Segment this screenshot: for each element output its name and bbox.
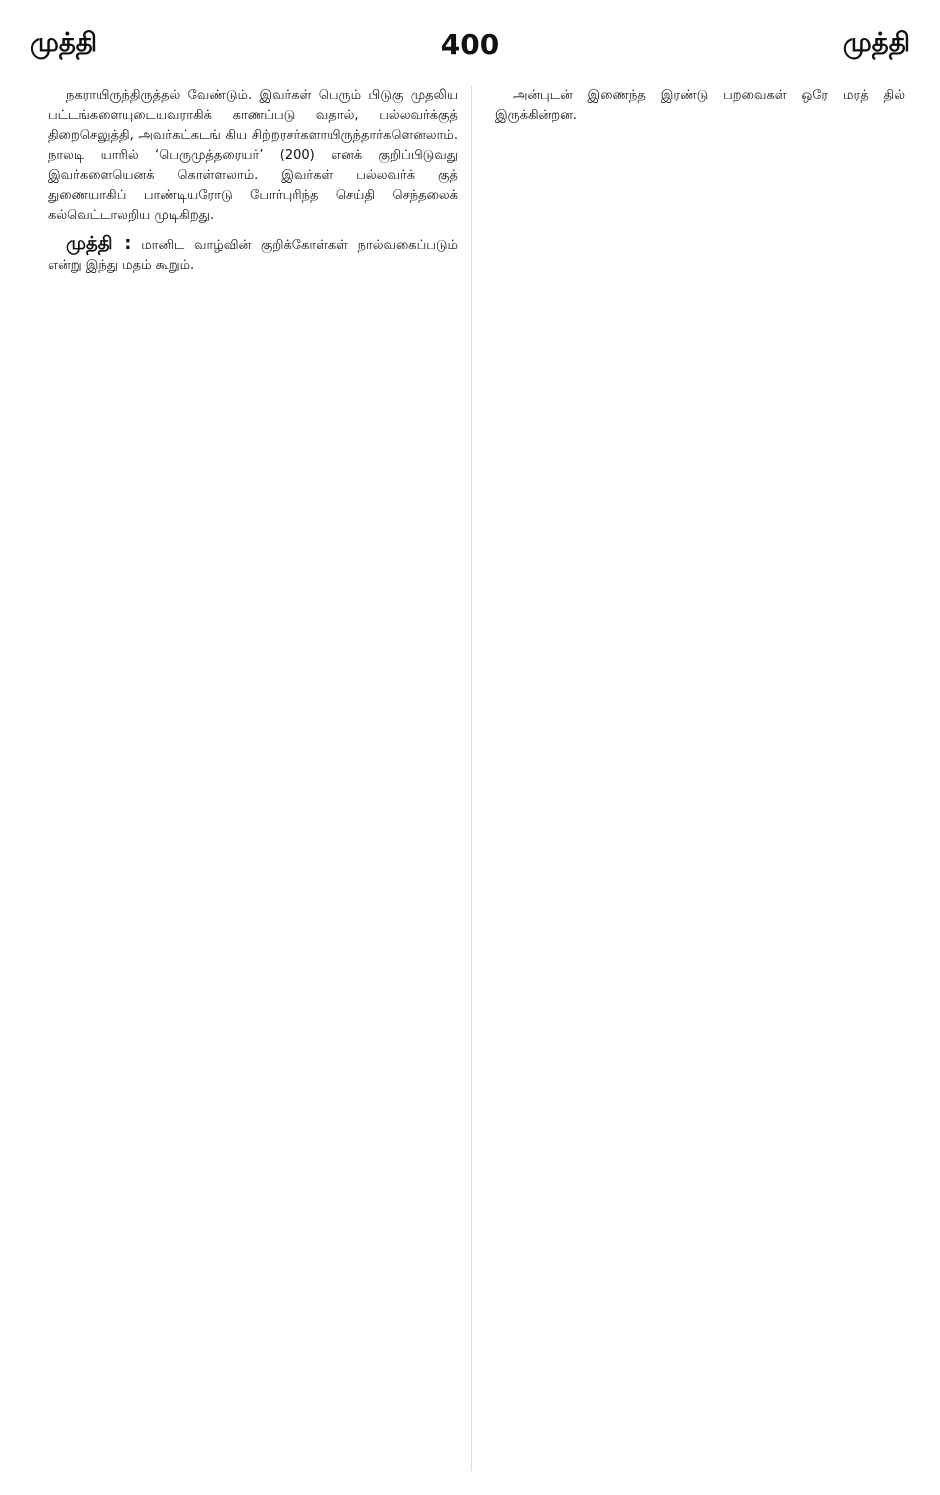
running-head-left: முத்தி — [30, 28, 98, 58]
entry-term: முத்தி : — [66, 233, 132, 254]
running-head-right: முத்தி — [842, 28, 910, 58]
paragraph: அன்புடன் இணைந்த இரண்டு பறவைகள் ஒரே மரத் தில் இருக்கின்றன. — [495, 88, 905, 123]
right-column — [495, 86, 905, 134]
page-number: 400 — [440, 28, 500, 61]
column-divider — [471, 86, 472, 1471]
left-column — [48, 86, 458, 284]
paragraph: நகராயிருந்திருத்தல் வேண்டும். இவர்கள் பெரும் பிடுகு முதலிய பட்டங்களையுடையவராகிக் காணப்படு வதால், பல்லவர்க்குத் திறைசெலுத்தி, அவர்கட்கடங் கிய சிற்றரசர்களாயிருந்தார்களெனலாம். நாலடி யாரில் ‘பெருமுத்தரையர்’ (200) எனக் குறிப்பிடுவது இவர்களையெனக் கொள்ளலாம். இவர்கள் பல்லவர்க் குத் துணையாகிப் பாண்டியரோடு போர்புரிந்த செய்தி செந்தலைக் கல்வெட்டாலறிய முடிகிறது. — [48, 88, 458, 223]
page-header — [30, 28, 910, 68]
paragraph: முத்தி : மானிட வாழ்வின் குறிக்கோள்கள் நால்வகைப்படும் என்று இந்து மதம் கூறும். — [48, 233, 458, 273]
